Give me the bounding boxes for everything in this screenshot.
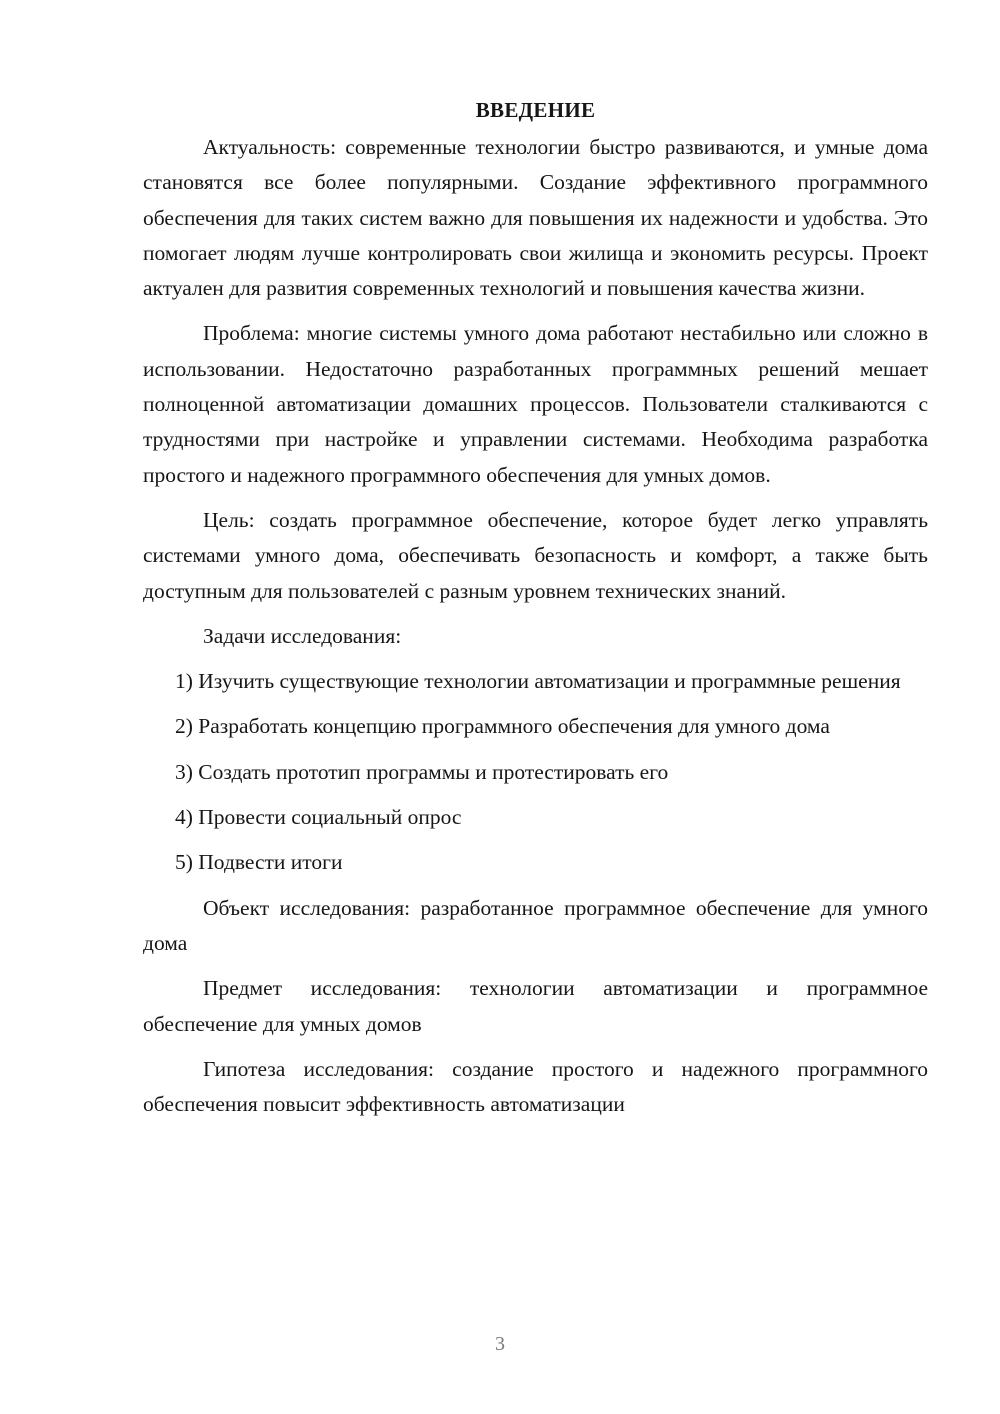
subject-paragraph: Предмет исследования: технологии автоматизации и программное обеспечение для умных домов (143, 976, 928, 1036)
page-content (143, 93, 928, 1132)
section-title: ВВЕДЕНИЕ (475, 98, 596, 122)
relevance-paragraph: Актуальность: современные технологии быстро развиваются, и умные дома становятся все более популярными. Создание эффективного программного обеспечения для таких систем важно для повышения их надежности и удобства. Это помогает людям лучше контролировать свои жилища и экономить ресурсы. Проект актуален для развития современных технологий и повышения качества жизни. (143, 135, 928, 301)
tasks-heading: Задачи исследования: (203, 623, 402, 648)
task-item-1: 1) Изучить существующие технологии автоматизации и программные решения (175, 669, 901, 694)
hypothesis-paragraph: Гипотеза исследования: создание простого и надежного программного обеспечения повысит эффективность автоматизации (143, 1056, 928, 1117)
task-item-3: 3) Создать прототип программы и протестировать его (175, 759, 669, 784)
task-item-5: 5) Подвести итоги (175, 850, 343, 875)
goal-paragraph: Цель: создать программное обеспечение, которое будет легко управлять системами умного дома, обеспечивать безопасность и комфорт, а также быть доступным для пользователей с разным уровнем технических знаний. (143, 507, 928, 603)
page-number: 3 (495, 1333, 505, 1355)
object-paragraph: Объект исследования: разработанное программное обеспечение для умного дома (143, 895, 928, 955)
problem-paragraph: Проблема: многие системы умного дома работают нестабильно или сложно в использовании. Недостаточно разработанных программных решений мешает полноценной автоматизации домашних процессов. Пользователи сталкиваются с трудностями при настройке и управлении системами. Необходима разработка простого и надежного программного обеспечения для умных домов. (143, 321, 928, 487)
task-item-4: 4) Провести социальный опрос (175, 805, 462, 830)
task-item-2: 2) Разработать концепцию программного обеспечения для умного дома (175, 714, 830, 739)
